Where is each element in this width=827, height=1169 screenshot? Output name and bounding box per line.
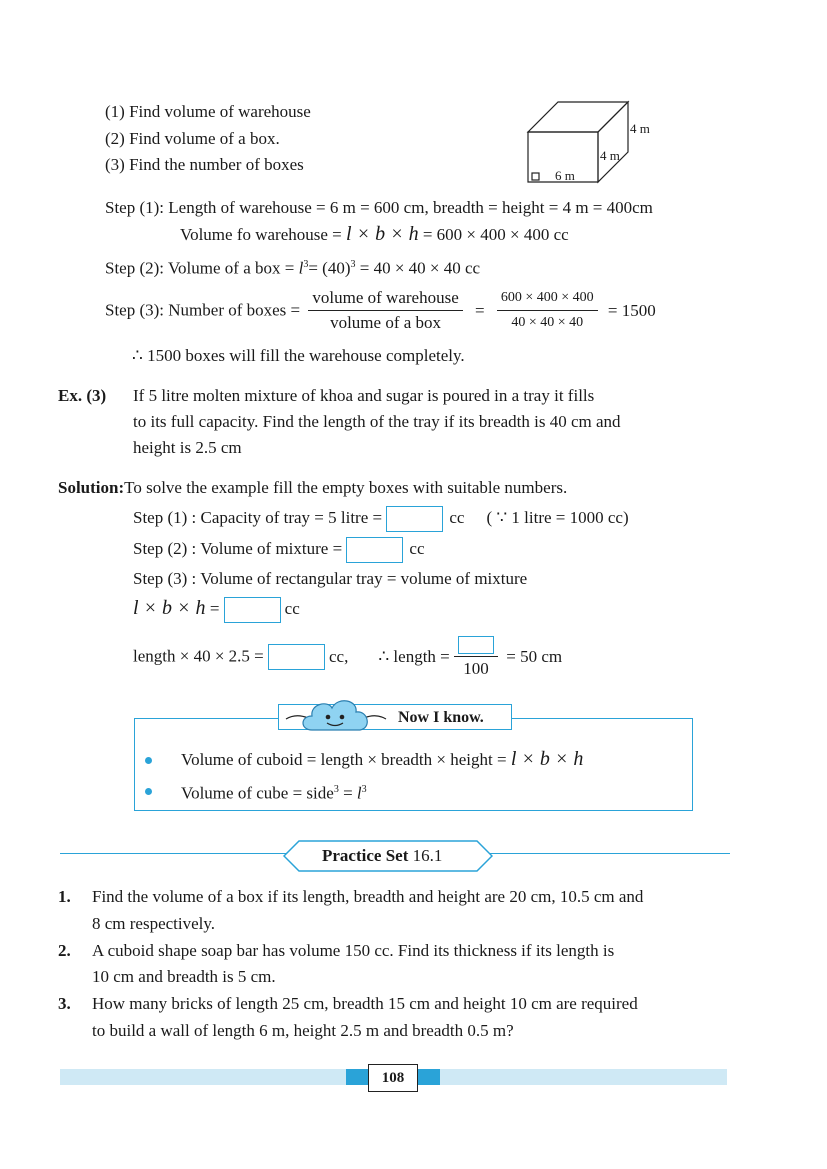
solution-step1: Step (1) : Capacity of tray = 5 litre = cc ( ∵ 1 litre = 1000 cc)	[133, 506, 629, 532]
plan-step-3: (3) Find the number of boxes	[105, 155, 304, 174]
depth-label: 4 m	[600, 148, 620, 163]
question-3-line-2: to build a wall of length 6 m, height 2.5 m and breadth 0.5 m?	[92, 1021, 514, 1040]
solution-intro: Solution:To solve the example fill the empty boxes with suitable numbers.	[58, 478, 568, 497]
cuboid-figure	[520, 96, 670, 188]
question-2-number: 2.	[58, 941, 71, 960]
step1-line2: Volume fo warehouse = l × b × h = 600 × 400 × 400 cc	[180, 223, 569, 245]
fact-cuboid-volume: Volume of cuboid = length × breadth × height = l × b × h	[181, 748, 584, 770]
answer-box-volume[interactable]	[346, 537, 403, 563]
now-i-know-title: Now I know.	[398, 709, 484, 726]
conclusion: ∴ 1500 boxes will fill the warehouse completely.	[132, 346, 465, 365]
answer-box-length-product[interactable]	[268, 644, 325, 670]
step3-line: Step (3): Number of boxes = $\frac{\text{volume of warehouse}}{\text{volume of a box}}$ = $\frac{600 \times 400 \times 400}{40 \times 40 \times 40}$ = 1500	[105, 288, 656, 332]
length-fraction: 100	[454, 633, 498, 680]
practice-set-title: Practice Set 16.1	[322, 846, 443, 865]
solution-formula-line: l × b × h = cc	[133, 597, 300, 623]
fraction-numbers: $\frac{600 \times 400 \times 400}{40 \times 40 \times 40}$	[497, 287, 598, 334]
height-label: 4 m	[630, 121, 650, 136]
answer-box-numerator[interactable]	[458, 636, 494, 654]
solution-step3: Step (3) : Volume of rectangular tray = volume of mixture	[133, 569, 528, 588]
step1-line1: Step (1): Length of warehouse = 6 m = 600 cm, breadth = height = 4 m = 400cm	[105, 198, 653, 217]
question-3-line-1: How many bricks of length 25 cm, breadth 15 cm and height 10 cm are required	[92, 994, 638, 1013]
cloud-mascot-icon	[282, 692, 392, 740]
answer-box-lbh[interactable]	[224, 597, 281, 623]
bullet-icon	[145, 788, 152, 795]
question-2-line-2: 10 cm and breadth is 5 cm.	[92, 967, 276, 986]
bullet-icon	[145, 757, 152, 764]
fraction-volumes: $\frac{\text{volume of warehouse}}{\text{volume of a box}}$	[308, 287, 462, 334]
solution-length-line: length × 40 × 2.5 = cc, ∴ length = 100 = 50 cm	[133, 633, 562, 680]
plan-step-1: (1) Find volume of warehouse	[105, 102, 311, 121]
solution-step2: Step (2) : Volume of mixture = cc	[133, 537, 425, 563]
question-1-number: 1.	[58, 887, 71, 906]
example-label: Ex. (3)	[58, 386, 107, 405]
example-line-2: to its full capacity. Find the length of the tray if its breadth is 40 cm and	[133, 412, 621, 431]
page-number: 108	[368, 1064, 418, 1092]
length-label: 6 m	[555, 168, 575, 183]
question-3-number: 3.	[58, 994, 71, 1013]
question-1-line-1: Find the volume of a box if its length, breadth and height are 20 cm, 10.5 cm and	[92, 887, 644, 906]
question-2-line-1: A cuboid shape soap bar has volume 150 cc. Find its thickness if its length is	[92, 941, 615, 960]
question-1-line-2: 8 cm respectively.	[92, 914, 216, 933]
example-line-1: If 5 litre molten mixture of khoa and sugar is poured in a tray it fills	[133, 386, 595, 405]
example-line-3: height is 2.5 cm	[133, 438, 242, 457]
plan-step-2: (2) Find volume of a box.	[105, 129, 280, 148]
step2-line: Step (2): Volume of a box = $l^3= (40)^3 = 40 \times 40 \times 40$ cc	[105, 258, 481, 278]
answer-box-capacity[interactable]	[386, 506, 443, 532]
fact-cube-volume: Volume of cube = side$^3$ = $l^3$	[181, 783, 367, 803]
